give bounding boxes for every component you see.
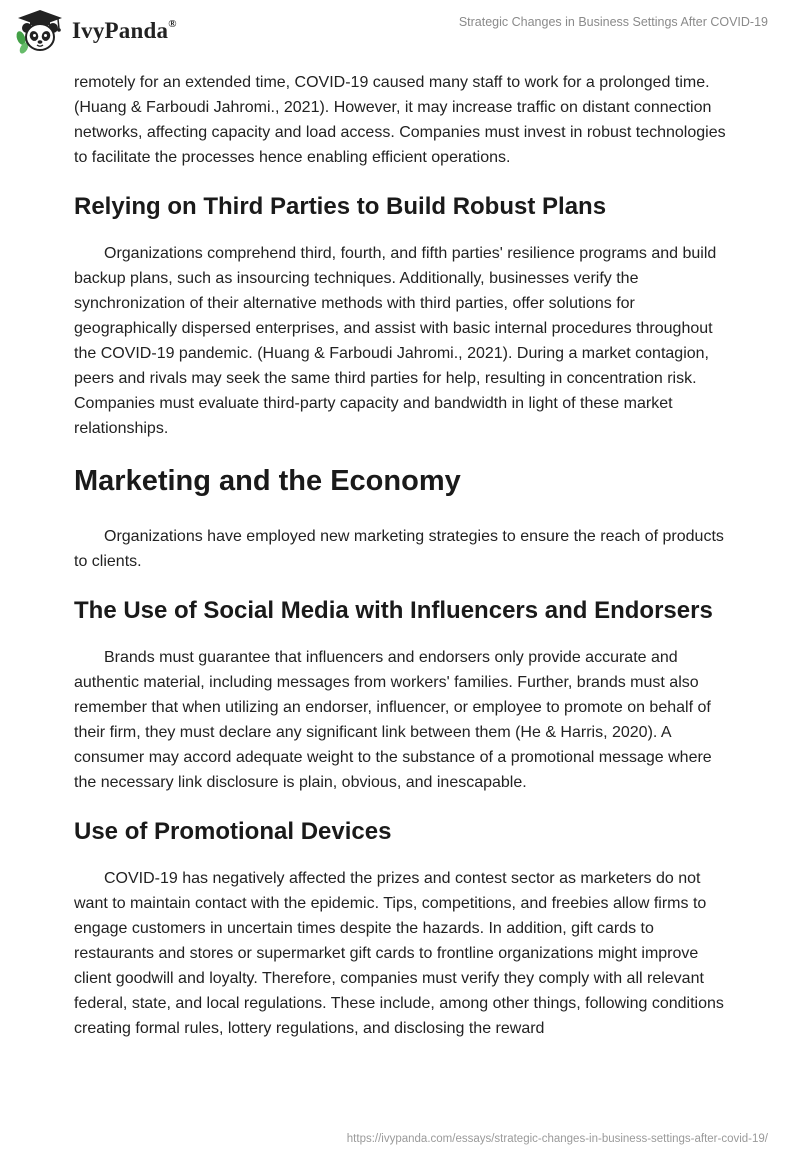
page-header — [0, 0, 800, 64]
paragraph-promotional-devices: COVID-19 has negatively affected the prizes and contest sector as marketers do not want to maintain contact with the epidemic. Tips, competitions, and freebies allow firms to engage customers in uncertain times despite the hazards. In addition, gift cards to restaurants and stores or supermarket gift cards to frontline organizations might improve client goodwill and loyalty. Therefore, companies must verify they comply with all relevant federal, state, and local regulations. These include, among other things, following conditions creating formal rules, lottery regulations, and disclosing the reward — [74, 870, 724, 1037]
paragraph-social-media: Brands must guarantee that influencers and endorsers only provide accurate and authentic material, including messages from workers' families. Further, brands must also remember that when utilizing an endorser, influencer, or employee to promote on behalf of their firm, they must declare any significant link between them (He & Harris, 2020). A consumer may accord adequate weight to the substance of a promotional message where the necessary link disclosure is plain, obvious, and inescapable. — [74, 649, 712, 791]
paragraph-marketing-economy: Organizations have employed new marketing strategies to ensure the reach of products to clients. — [74, 528, 724, 570]
heading-third-parties: Relying on Third Parties to Build Robust Plans — [74, 193, 607, 220]
registered-mark: ® — [168, 18, 177, 31]
essay-content — [74, 70, 734, 1061]
heading-promotional-devices: Use of Promotional Devices — [74, 818, 392, 845]
ivypanda-logo[interactable] — [14, 8, 177, 54]
intro-paragraph: remotely for an extended time, COVID-19 caused many staff to work for a prolonged time. (Huang & Farboudi Jahromi., 2021). However, it may increase traffic on distant connection networks, affecting capacity and load access. Companies must invest in robust technologies to facilitate the processes hence enabling efficient operations. — [74, 74, 726, 166]
heading-marketing-economy: Marketing and the Economy — [74, 465, 461, 497]
heading-social-media: The Use of Social Media with Influencers and Endorsers — [74, 597, 713, 624]
panda-graduate-icon — [14, 8, 66, 54]
document-title: Strategic Changes in Business Settings After COVID-19 — [458, 15, 768, 29]
paragraph-third-parties: Organizations comprehend third, fourth, and fifth parties' resilience programs and build backup plans, such as insourcing techniques. Additionally, businesses verify the synchronization of their alternative methods with third parties, offer solutions for geographically dispersed enterprises, and assist with basic internal procedures throughout the COVID-19 pandemic. (Huang & Farboudi Jahromi., 2021). During a market contagion, peers and rivals may seek the same third parties for help, resulting in concentration risk. Companies must evaluate third-party capacity and bandwidth in light of these market relationships. — [74, 245, 717, 437]
source-url[interactable]: https://ivypanda.com/essays/strategic-changes-in-business-settings-after-covid-19/ — [346, 1133, 768, 1145]
brand-name: IvyPanda® — [72, 18, 177, 43]
